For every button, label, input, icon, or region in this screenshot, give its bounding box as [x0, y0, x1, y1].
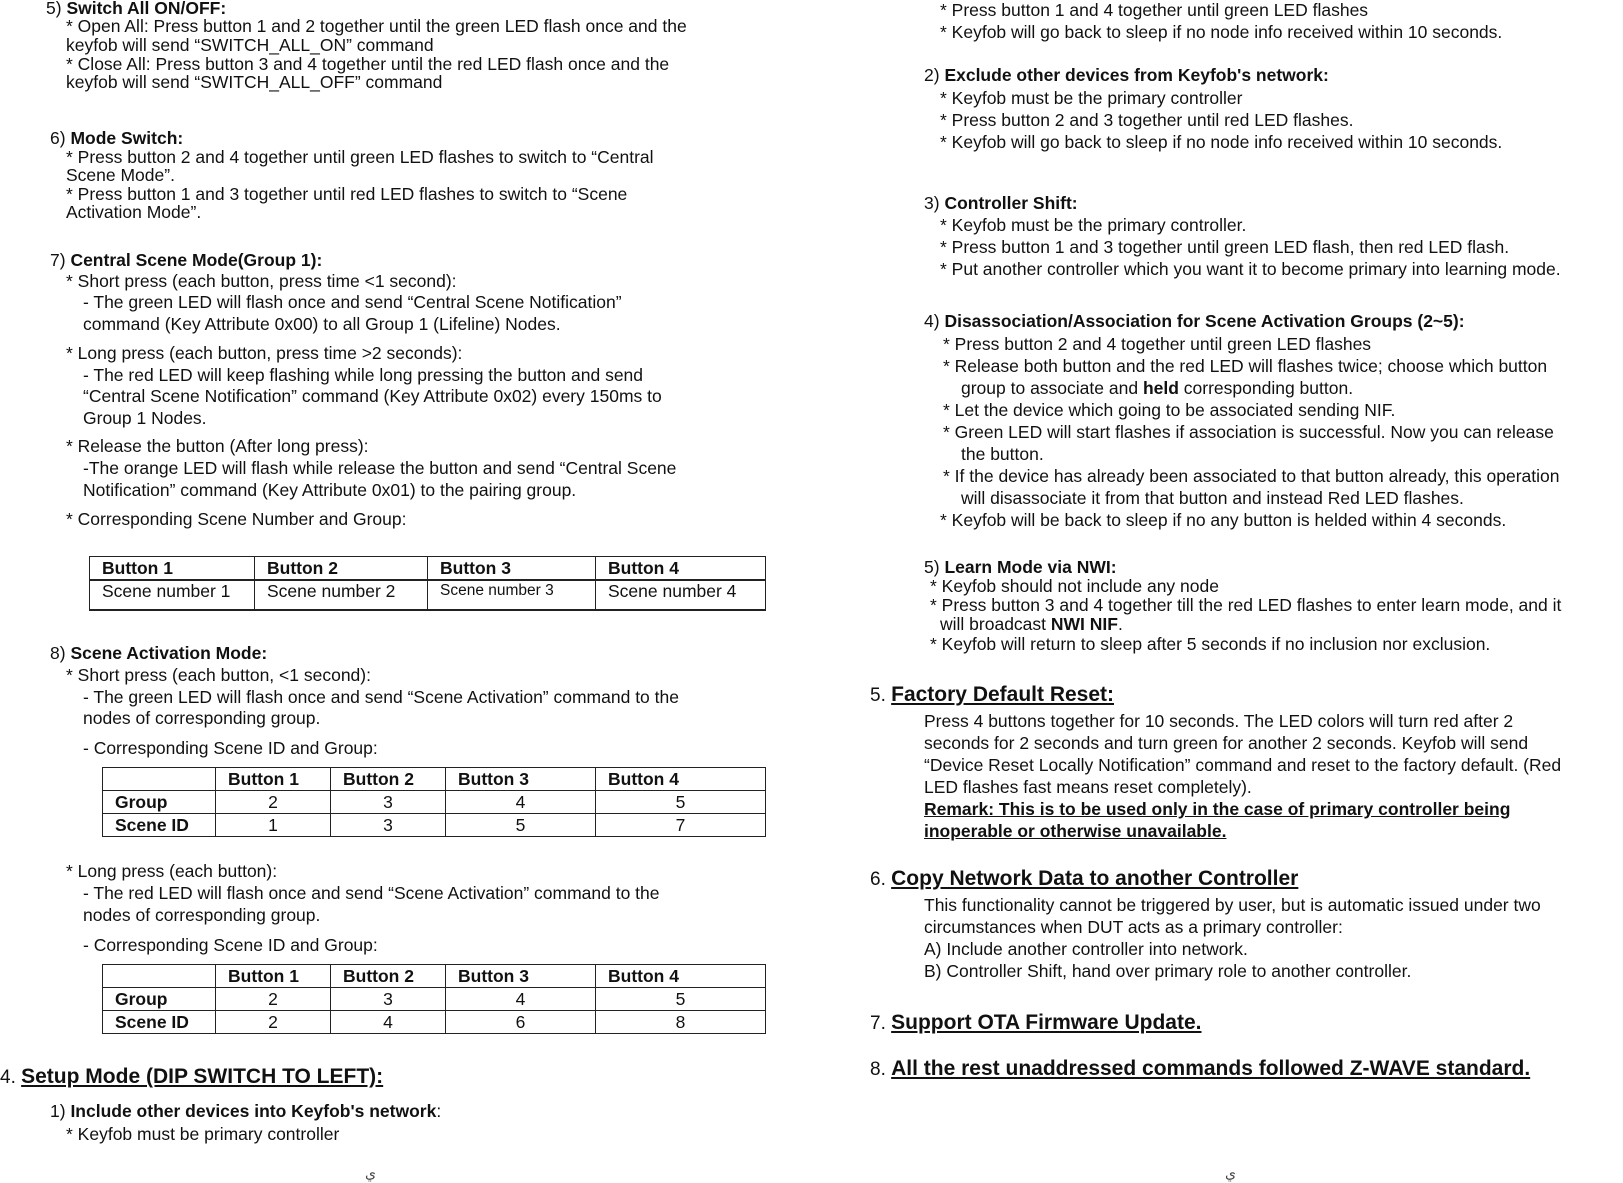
table-header: Button 4: [596, 557, 766, 581]
table-header: Button 2: [331, 965, 446, 988]
setup-mode-heading: 4. Setup Mode (DIP SWITCH TO LEFT):: [0, 1065, 384, 1088]
text-line: * Keyfob will go back to sleep if no node info received within 10 seconds.: [940, 22, 1503, 42]
text-line: Notification” command (Key Attribute 0x01) to the pairing group.: [83, 480, 577, 500]
text-line: - The red LED will flash once and send “Scene Activation” command to the: [83, 883, 660, 903]
zwave-standard-heading: 8. All the rest unaddressed commands followed Z-WAVE standard.: [870, 1057, 1531, 1080]
text-line: keyfob will send “SWITCH_ALL_OFF” command: [66, 72, 443, 92]
table-cell: 7: [596, 814, 766, 837]
table-header: Button 2: [255, 557, 428, 581]
text-line: will disassociate it from that button and instead Red LED flashes.: [961, 488, 1464, 508]
text-line: * Keyfob must be primary controller: [66, 1124, 340, 1144]
text-line: “Central Scene Notification” command (Key Attribute 0x02) every 150ms to: [83, 386, 662, 406]
text-line: * Green LED will start flashes if association is successful. Now you can release: [943, 422, 1554, 442]
text-line: * If the device has already been associated to that button already, this operation: [943, 466, 1560, 486]
text-line: * Put another controller which you want it to become primary into learning mode.: [940, 259, 1561, 279]
text-line: - The green LED will flash once and send “Central Scene Notification”: [83, 292, 622, 312]
scene-activation-heading: 8) Scene Activation Mode:: [50, 643, 268, 663]
text-line: -The orange LED will flash while release the button and send “Central Scene: [83, 458, 677, 478]
text-line: * Press button 1 and 4 together until green LED flashes: [940, 0, 1369, 20]
table-header: Button 1: [216, 768, 331, 791]
table-header: Button 1: [216, 965, 331, 988]
row-label: Group: [103, 988, 216, 1011]
table-cell: 5: [446, 814, 596, 837]
text-line: * Press button 3 and 4 together till the red LED flashes to enter learn mode, and it: [930, 595, 1562, 615]
table-header: Button 2: [331, 768, 446, 791]
exclude-devices-heading: 2) Exclude other devices from Keyfob's network:: [924, 65, 1329, 85]
text-line: This functionality cannot be triggered by user, but is automatic issued under two: [924, 895, 1541, 915]
text-line: the button.: [961, 444, 1044, 464]
table-cell: 2: [216, 791, 331, 814]
text-line: * Keyfob must be the primary controller: [940, 88, 1243, 108]
left-page: [0, 0, 780, 1181]
table-cell: 3: [331, 814, 446, 837]
text-line: circumstances when DUT acts as a primary controller:: [924, 917, 1343, 937]
text-line: * Press button 1 and 3 together until green LED flash, then red LED flash.: [940, 237, 1510, 257]
table-cell: 6: [446, 1011, 596, 1034]
learn-mode-heading: 5) Learn Mode via NWI:: [924, 557, 1117, 577]
text-line: * Press button 2 and 4 together until green LED flashes: [943, 334, 1372, 354]
text-line: keyfob will send “SWITCH_ALL_ON” command: [66, 35, 434, 55]
central-scene-heading: 7) Central Scene Mode(Group 1):: [50, 250, 323, 270]
scene-id-table-short: [102, 767, 766, 837]
text-line: Group 1 Nodes.: [83, 408, 207, 428]
text-line: - Corresponding Scene ID and Group:: [83, 935, 378, 955]
text-line: seconds for 2 seconds and turn green for another 2 seconds. Keyfob will send: [924, 733, 1529, 753]
text-line: - The green LED will flash once and send “Scene Activation” command to the: [83, 687, 679, 707]
table-header: Button 3: [428, 557, 596, 581]
table-header: Button 3: [446, 965, 596, 988]
text-line: nodes of corresponding group.: [83, 905, 321, 925]
scene-number-table: [89, 556, 766, 611]
table-cell: 8: [596, 1011, 766, 1034]
switch-all-heading: 5) Switch All ON/OFF:: [46, 0, 227, 18]
row-label: Scene ID: [103, 814, 216, 837]
row-label: Group: [103, 791, 216, 814]
text-line: * Keyfob will go back to sleep if no node info received within 10 seconds.: [940, 132, 1503, 152]
table-cell: Scene number 1: [90, 580, 255, 610]
text-line: * Press button 2 and 4 together until green LED flashes to switch to “Central: [66, 147, 654, 167]
table-cell: 5: [596, 791, 766, 814]
text-line: A) Include another controller into network.: [924, 939, 1248, 959]
factory-reset-heading: 5. Factory Default Reset:: [870, 683, 1115, 706]
text-line: command (Key Attribute 0x00) to all Group 1 (Lifeline) Nodes.: [83, 314, 561, 334]
scene-id-table-long: [102, 964, 766, 1034]
page-number: ي: [1225, 1165, 1236, 1181]
text-line: * Keyfob must be the primary controller.: [940, 215, 1247, 235]
text-line: - The red LED will keep flashing while long pressing the button and send: [83, 365, 644, 385]
text-line: * Corresponding Scene Number and Group:: [66, 509, 407, 529]
table-cell: Scene number 4: [596, 580, 766, 610]
copy-network-heading: 6. Copy Network Data to another Controller: [870, 867, 1299, 890]
text-line: * Release the button (After long press):: [66, 436, 369, 456]
text-line: * Keyfob will return to sleep after 5 seconds if no inclusion nor exclusion.: [930, 634, 1491, 654]
table-cell: 2: [216, 988, 331, 1011]
remark-line: Remark: This is to be used only in the case of primary controller being: [924, 799, 1511, 819]
text-line: will broadcast NWI NIF.: [940, 614, 1123, 634]
text-line: - Corresponding Scene ID and Group:: [83, 738, 378, 758]
table-header: Button 4: [596, 768, 766, 791]
remark-line: inoperable or otherwise unavailable.: [924, 821, 1227, 841]
text-line: Press 4 buttons together for 10 seconds. The LED colors will turn red after 2: [924, 711, 1514, 731]
table-cell: 1: [216, 814, 331, 837]
text-line: * Long press (each button, press time >2 seconds):: [66, 343, 463, 363]
table-cell: 2: [216, 1011, 331, 1034]
table-cell: Scene number 2: [255, 580, 428, 610]
text-line: * Short press (each button, <1 second):: [66, 665, 371, 685]
table-header: [103, 768, 216, 791]
text-line: * Long press (each button):: [66, 861, 278, 881]
text-line: * Press button 2 and 3 together until red LED flashes.: [940, 110, 1354, 130]
text-line: nodes of corresponding group.: [83, 708, 321, 728]
text-line: * Open All: Press button 1 and 2 together until the green LED flash once and the: [66, 16, 687, 36]
text-line: B) Controller Shift, hand over primary role to another controller.: [924, 961, 1412, 981]
table-cell: 3: [331, 988, 446, 1011]
mode-switch-heading: 6) Mode Switch:: [50, 128, 184, 148]
text-line: group to associate and held corresponding button.: [961, 378, 1354, 398]
table-cell: 4: [446, 988, 596, 1011]
ota-update-heading: 7. Support OTA Firmware Update.: [870, 1011, 1202, 1034]
controller-shift-heading: 3) Controller Shift:: [924, 193, 1078, 213]
association-heading: 4) Disassociation/Association for Scene Activation Groups (2~5):: [924, 311, 1465, 331]
row-label: Scene ID: [103, 1011, 216, 1034]
table-header: Button 1: [90, 557, 255, 581]
text-line: LED flashes fast means reset completely).: [924, 777, 1252, 797]
table-header: Button 4: [596, 965, 766, 988]
text-line: * Short press (each button, press time <1 second):: [66, 271, 457, 291]
text-line: * Keyfob should not include any node: [930, 576, 1219, 596]
text-line: Activation Mode”.: [66, 202, 202, 222]
text-line: * Let the device which going to be associated sending NIF.: [943, 400, 1396, 420]
text-line: * Keyfob will be back to sleep if no any button is helded within 4 seconds.: [940, 510, 1507, 530]
table-cell: 5: [596, 988, 766, 1011]
right-page: [860, 0, 1623, 1181]
text-line: * Close All: Press button 3 and 4 together until the red LED flash once and the: [66, 54, 670, 74]
text-line: * Release both button and the red LED will flashes twice; choose which button: [943, 356, 1548, 376]
table-cell: 3: [331, 791, 446, 814]
page-number: ي: [365, 1165, 376, 1181]
table-header: [103, 965, 216, 988]
text-line: Scene Mode”.: [66, 165, 175, 185]
table-cell: 4: [446, 791, 596, 814]
text-line: * Press button 1 and 3 together until red LED flashes to switch to “Scene: [66, 184, 628, 204]
text-line: “Device Reset Locally Notification” command and reset to the factory default. (Red: [924, 755, 1562, 775]
table-cell: Scene number 3: [428, 580, 596, 610]
table-cell: 4: [331, 1011, 446, 1034]
include-devices-heading: 1) Include other devices into Keyfob's network:: [50, 1101, 442, 1121]
table-header: Button 3: [446, 768, 596, 791]
